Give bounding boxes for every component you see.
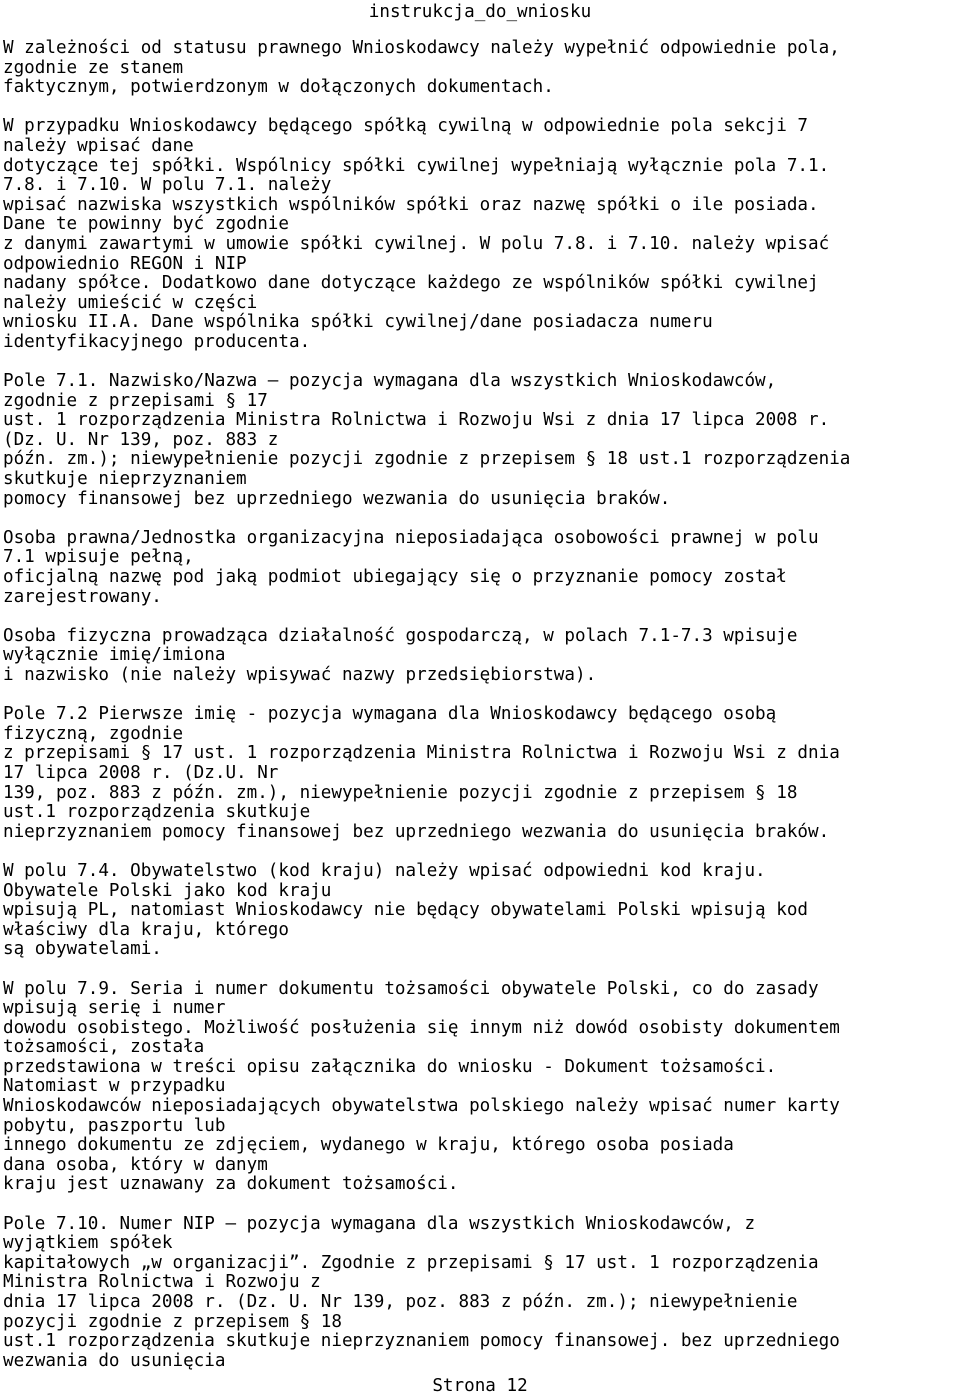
paragraph: [3, 705, 958, 842]
text-line: nieprzyznaniem pomocy finansowej bez uprzedniego wezwania do usunięcia braków.: [3, 821, 830, 842]
text-line: i nazwisko (nie należy wpisywać nazwy przedsiębiorstwa).: [3, 665, 597, 685]
text-line: wyłącznie imię/imiona: [3, 645, 226, 666]
document-body: [3, 39, 958, 1391]
text-line: Pole 7.2 Pierwsze imię - pozycja wymagana dla Wnioskodawcy będącego osobą: [3, 704, 777, 725]
text-line: W zależności od statusu prawnego Wnioskodawcy należy wypełnić odpowiednie pola,: [3, 38, 840, 58]
text-line: wniosku II.A. Dane wspólnika spółki cywilnej/dane posiadacza numeru: [3, 312, 713, 333]
text-line: tożsamości, została: [3, 1037, 205, 1058]
text-line: zgodnie ze stanem: [3, 57, 184, 78]
text-line: wezwania do usunięcia: [3, 1350, 226, 1371]
text-line: ust. 1 rozporządzenia Ministra Rolnictwa i Rozwoju Wsi z dnia 17 lipca 2008 r.: [3, 410, 830, 431]
text-line: Dane te powinny być zgodnie: [3, 214, 289, 235]
text-line: innego dokumentu ze zdjęciem, wydanego w kraju, którego osoba posiada: [3, 1135, 734, 1156]
paragraph: [3, 117, 958, 352]
text-line: W przypadku Wnioskodawcy będącego spółką cywilną w odpowiednie pola sekcji 7: [3, 116, 809, 137]
paragraph: [3, 39, 958, 98]
text-line: wpisują PL, natomiast Wnioskodawcy nie będący obywatelami Polski wpisują kod: [3, 900, 809, 921]
paragraph: [3, 372, 958, 509]
text-line: wyjątkiem spółek: [3, 1233, 173, 1254]
text-line: faktycznym, potwierdzonym w dołączonych dokumentach.: [3, 77, 554, 98]
page-number: Strona 12: [432, 1376, 528, 1396]
text-line: zarejestrowany.: [3, 586, 162, 607]
text-line: Natomiast w przypadku: [3, 1076, 226, 1097]
paragraph: [3, 980, 958, 1196]
text-line: Pole 7.10. Numer NIP – pozycja wymagana dla wszystkich Wnioskodawców, z: [3, 1213, 756, 1234]
text-line: późn. zm.); niewypełnienie pozycji zgodnie z przepisem § 18 ust.1 rozporządzenia: [3, 449, 851, 470]
text-line: przedstawiona w treści opisu załącznika do wniosku - Dokument tożsamości.: [3, 1056, 777, 1077]
paragraph: [3, 1215, 958, 1372]
text-line: są obywatelami.: [3, 939, 162, 960]
text-line: dotyczące tej spółki. Wspólnicy spółki cywilnej wypełniają wyłącznie pola 7.1.: [3, 155, 830, 176]
text-line: Wnioskodawców nieposiadających obywatelstwa polskiego należy wpisać numer karty: [3, 1096, 840, 1117]
text-line: z przepisami § 17 ust. 1 rozporządzenia Ministra Rolnictwa i Rozwoju Wsi z dnia: [3, 743, 840, 764]
text-line: skutkuje nieprzyznaniem: [3, 469, 247, 490]
text-line: identyfikacyjnego producenta.: [3, 331, 311, 352]
text-line: dana osoba, który w danym: [3, 1154, 268, 1175]
text-line: ust.1 rozporządzenia skutkuje: [3, 802, 311, 823]
text-line: pozycji zgodnie z przepisem § 18: [3, 1311, 342, 1332]
text-line: z danymi zawartymi w umowie spółki cywilnej. W polu 7.8. i 7.10. należy wpisać: [3, 233, 830, 254]
text-line: Pole 7.1. Nazwisko/Nazwa – pozycja wymagana dla wszystkich Wnioskodawców,: [3, 371, 777, 392]
text-line: oficjalną nazwę pod jaką podmiot ubiegający się o przyznanie pomocy został: [3, 567, 787, 588]
text-line: zgodnie z przepisami § 17: [3, 390, 268, 411]
text-line: fizyczną, zgodnie: [3, 723, 184, 744]
text-line: kapitałowych „w organizacji”. Zgodnie z przepisami § 17 ust. 1 rozporządzenia: [3, 1252, 819, 1273]
text-line: Obywatele Polski jako kod kraju: [3, 880, 332, 901]
text-line: właściwy dla kraju, którego: [3, 919, 289, 940]
text-line: należy wpisać dane: [3, 135, 194, 156]
text-line: W polu 7.9. Seria i numer dokumentu tożsamości obywatele Polski, co do zasady: [3, 978, 819, 999]
document-header-title: instrukcja_do_wniosku: [368, 2, 592, 22]
text-line: wpisać nazwiska wszystkich wspólników spółki oraz nazwę spółki o ile posiada.: [3, 194, 819, 215]
text-line: 7.8. i 7.10. W polu 7.1. należy: [3, 175, 332, 196]
text-line: wpisują serię i numer: [3, 998, 226, 1019]
text-line: pobytu, paszportu lub: [3, 1115, 226, 1136]
text-line: ust.1 rozporządzenia skutkuje nieprzyznaniem pomocy finansowej. bez uprzedniego: [3, 1331, 840, 1352]
text-line: pomocy finansowej bez uprzedniego wezwania do usunięcia braków.: [3, 488, 671, 509]
text-line: (Dz. U. Nr 139, poz. 883 z: [3, 429, 279, 450]
text-line: W polu 7.4. Obywatelstwo (kod kraju) należy wpisać odpowiedni kod kraju.: [3, 860, 766, 881]
text-line: Osoba fizyczna prowadząca działalność gospodarczą, w polach 7.1-7.3 wpisuje: [3, 625, 798, 646]
text-line: nadany spółce. Dodatkowo dane dotyczące każdego ze wspólników spółki cywilnej: [3, 273, 819, 294]
paragraph: [3, 529, 958, 607]
text-line: należy umieścić w części: [3, 292, 258, 313]
text-line: odpowiednio REGON i NIP: [3, 253, 247, 274]
text-line: 7.1 wpisuje pełną,: [3, 547, 194, 568]
text-line: 139, poz. 883 z późn. zm.), niewypełnienie pozycji zgodnie z przepisem § 18: [3, 782, 798, 803]
text-line: 17 lipca 2008 r. (Dz.U. Nr: [3, 762, 279, 783]
paragraph: [3, 862, 958, 960]
text-line: kraju jest uznawany za dokument tożsamości.: [3, 1174, 459, 1195]
text-line: Ministra Rolnictwa i Rozwoju z: [3, 1272, 321, 1293]
text-line: dowodu osobistego. Możliwość posłużenia się innym niż dowód osobisty dokumentem: [3, 1017, 840, 1038]
text-line: Osoba prawna/Jednostka organizacyjna nieposiadająca osobowości prawnej w polu: [3, 527, 819, 548]
text-line: dnia 17 lipca 2008 r. (Dz. U. Nr 139, poz. 883 z późn. zm.); niewypełnienie: [3, 1292, 798, 1312]
paragraph: [3, 627, 958, 686]
